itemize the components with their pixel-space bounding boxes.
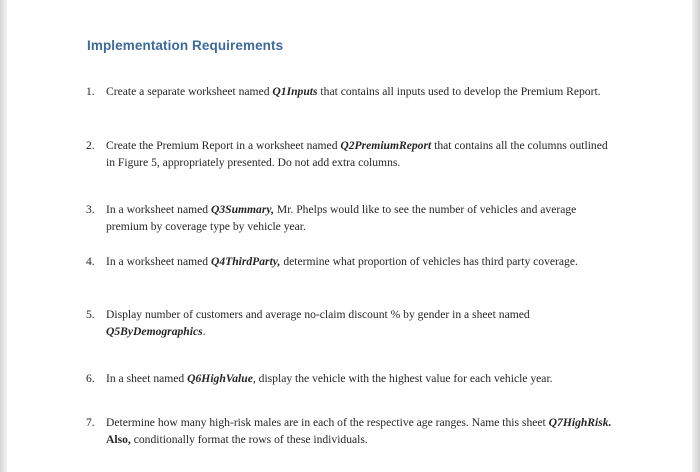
worksheet-name: Q2PremiumReport [340, 139, 432, 152]
item-number: 6. [86, 372, 95, 385]
item-text-before: Display number of customers and average no-claim discount % by gender in a sheet named [106, 308, 530, 321]
worksheet-name: Q4ThirdParty, [210, 255, 281, 268]
item-text-after: that contains all the columns outlined in Figure 5, appropriately presented. Do not add extra columns. [106, 139, 608, 169]
item-text-before: Create the Premium Report in a worksheet named [106, 139, 341, 152]
item-number: 4. [86, 255, 95, 268]
requirement-item [86, 253, 616, 270]
item-number: 3. [86, 203, 95, 216]
worksheet-name: Q5ByDemographics [106, 325, 203, 338]
worksheet-name: Q1Inputs [272, 85, 318, 98]
requirement-item [86, 370, 616, 387]
item-text [106, 306, 616, 340]
item-number: 2. [86, 139, 95, 152]
requirement-item [86, 137, 616, 171]
item-text [106, 253, 616, 270]
item-text-after: determine what proportion of vehicles has third party coverage. [280, 255, 578, 268]
item-text-after: that contains all inputs used to develop the Premium Report. [317, 85, 601, 98]
item-text [106, 414, 616, 448]
item-text-before: In a worksheet named [106, 255, 211, 268]
requirement-item [86, 201, 616, 235]
requirement-item [86, 306, 616, 340]
item-text-after: . [202, 325, 206, 338]
item-text-after: conditionally format the rows of these individuals. [130, 433, 368, 446]
worksheet-name: Q7HighRisk. [548, 416, 612, 429]
page-shadow-left [0, 0, 7, 472]
item-text-before: Determine how many high-risk males are in each of the respective age ranges. Name this sheet [106, 416, 549, 429]
item-text-before: Create a separate worksheet named [106, 85, 273, 98]
requirement-item [86, 83, 616, 100]
item-number: 5. [86, 308, 95, 321]
item-text-before: In a worksheet named [106, 203, 211, 216]
page-shadow-right [692, 0, 700, 472]
item-text [106, 83, 616, 100]
item-text [106, 370, 616, 387]
section-heading: Implementation Requirements [87, 38, 284, 53]
item-text-after: Mr. Phelps would like to see the number of vehicles and average premium by coverage type by vehicle year. [106, 203, 577, 233]
worksheet-name: Q3Summary, [210, 203, 274, 216]
item-text [106, 201, 616, 235]
item-text-before: In a sheet named [106, 372, 188, 385]
item-text-after: , display the vehicle with the highest value for each vehicle year. [252, 372, 553, 385]
worksheet-name: Q6HighValue [187, 372, 253, 385]
requirement-item [86, 414, 616, 448]
bold-emphasis: Also, [106, 433, 131, 446]
item-number: 1. [86, 85, 95, 98]
item-text [106, 137, 616, 171]
item-number: 7. [86, 416, 95, 429]
